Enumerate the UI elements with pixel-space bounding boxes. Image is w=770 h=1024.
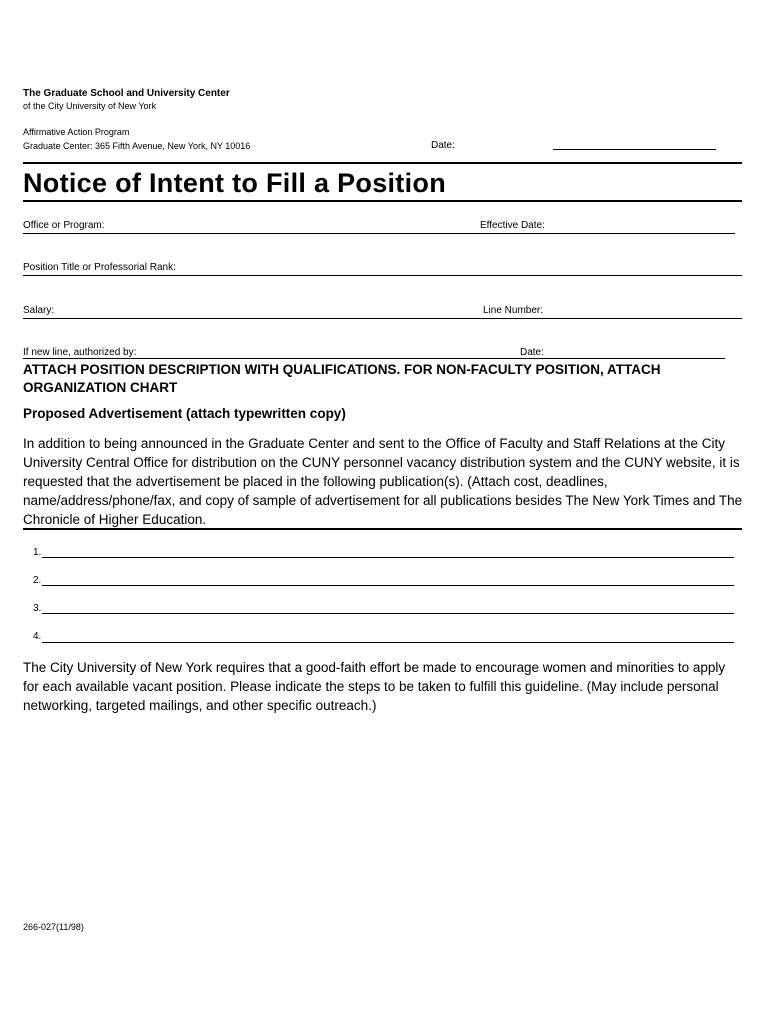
- org-name: The Graduate School and University Center: [23, 88, 230, 99]
- publication-field-3[interactable]: [42, 613, 734, 614]
- date-field[interactable]: [553, 149, 716, 150]
- publication-field-4[interactable]: [42, 642, 734, 643]
- effective-date-label: Effective Date:: [480, 220, 545, 231]
- date-label: Date:: [431, 140, 455, 151]
- authorization-date-label: Date:: [520, 347, 544, 358]
- publication-number: 1.: [33, 547, 42, 558]
- publication-number: 4.: [33, 631, 42, 642]
- announcement-paragraph: In addition to being announced in the Graduate Center and sent to the Office of Faculty and Staff Relations at the City University Central Office for distribution on the CUNY personnel vacancy distribution system and the CUNY website, it is requested that the advertisement be placed in the following publication(s). (Attach cost, deadlines, name/address/phone/fax, and copy of sample of advertisement for all publications besides The New York Times and The Chronicle of Higher Education.: [23, 436, 743, 527]
- title-bottom-rule: [23, 200, 742, 202]
- outreach-paragraph: The City University of New York requires that a good-faith effort be made to encourage women and minorities to apply for each available vacant position. Please indicate the steps to be taken to fulfill this guideline. (May include personal networking, targeted mailings, and other specific outreach.): [23, 660, 726, 713]
- salary-field[interactable]: [23, 318, 742, 319]
- position-title-label: Position Title or Professorial Rank:: [23, 262, 176, 273]
- publication-field-1[interactable]: [42, 557, 734, 558]
- address: Graduate Center: 365 Fifth Avenue, New York, NY 10016: [23, 141, 251, 151]
- publication-number: 2.: [33, 575, 42, 586]
- line-number-label: Line Number:: [483, 305, 544, 316]
- page-title: Notice of Intent to Fill a Position: [23, 168, 446, 198]
- salary-label: Salary:: [23, 305, 55, 316]
- title-top-rule: [23, 162, 742, 164]
- authorized-by-field[interactable]: [23, 358, 725, 359]
- org-subtitle: of the City University of New York: [23, 101, 157, 111]
- attach-instructions: ATTACH POSITION DESCRIPTION WITH QUALIFICATIONS. FOR NON-FACULTY POSITION, ATTACH ORGANIZATION CHART: [23, 362, 661, 395]
- office-field[interactable]: [23, 233, 735, 234]
- publication-field-2[interactable]: [42, 585, 734, 586]
- position-title-field[interactable]: [23, 275, 742, 276]
- program-name: Affirmative Action Program: [23, 127, 130, 137]
- publication-number: 3.: [33, 603, 42, 614]
- form-number: 266-027(11/98): [23, 922, 84, 932]
- proposed-advertisement-heading: Proposed Advertisement (attach typewritten copy): [23, 406, 346, 421]
- authorized-by-label: If new line, authorized by:: [23, 347, 137, 358]
- office-label: Office or Program:: [23, 220, 105, 231]
- section-rule: [23, 528, 742, 530]
